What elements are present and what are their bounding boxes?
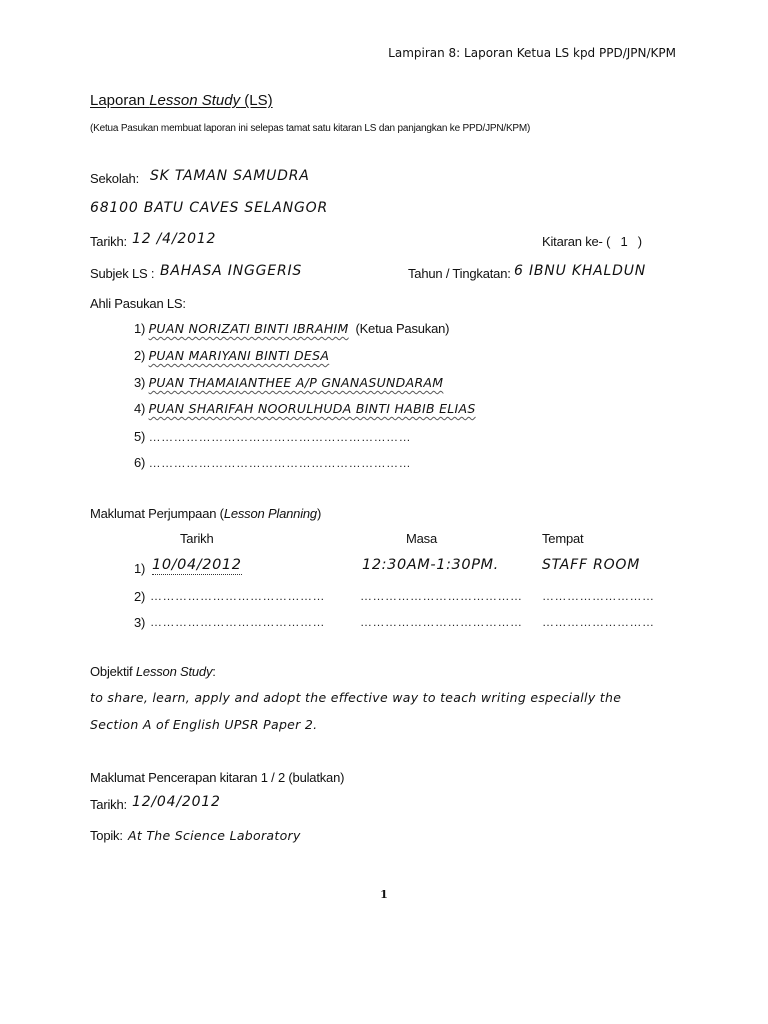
member-number: 3) [134, 375, 146, 390]
subject-value: BAHASA INGGERIS [160, 263, 303, 279]
member-name: PUAN SHARIFAH NOORULHUDA BINTI HABIB ELIAS [148, 401, 476, 416]
title-suffix: (LS) [240, 92, 273, 109]
member-name: PUAN THAMAIANTHEE A/P GNANASUNDARAM [148, 375, 444, 390]
topic-value: At The Science Laboratory [128, 828, 301, 843]
meeting-time-blank: ………………………………… [360, 615, 523, 629]
cycle-value: 1 [620, 234, 628, 249]
member-name: PUAN NORIZATI BINTI IBRAHIM [148, 321, 349, 336]
member-item [134, 455, 411, 470]
objective-line-1: to share, learn, apply and adopt the effective way to teach writing especially the [90, 690, 622, 705]
school-address: 68100 BATU CAVES SELANGOR [90, 200, 328, 216]
objective-line-2: Section A of English UPSR Paper 2. [90, 717, 318, 732]
member-note: (Ketua Pasukan) [355, 321, 450, 336]
member-item [134, 321, 449, 336]
cycle-close: ) [637, 234, 642, 249]
member-blank: ……………………………………………………… [148, 456, 412, 470]
school-value: SK TAMAN SAMUDRA [150, 168, 310, 184]
member-number: 5) [134, 429, 146, 444]
member-number: 1) [134, 321, 146, 336]
meeting-date-value: 10/04/2012 [152, 557, 242, 573]
observation-date-value: 12/04/2012 [132, 794, 221, 810]
meeting-label [90, 506, 321, 521]
member-item [134, 375, 443, 390]
member-name: PUAN MARIYANI BINTI DESA [148, 348, 330, 363]
member-number: 2) [134, 348, 146, 363]
meeting-label-italic: Lesson Planning [223, 506, 317, 521]
member-number: 6) [134, 455, 146, 470]
column-header-time: Masa [406, 531, 437, 546]
observation-date-label: Tarikh: [90, 797, 127, 812]
title-italic: Lesson Study [149, 92, 241, 109]
observation-label: Maklumat Pencerapan kitaran 1 / 2 (bulatkan) [90, 770, 345, 785]
objective-label-prefix: Objektif [90, 664, 136, 679]
meeting-label-prefix: Maklumat Perjumpaan ( [90, 506, 224, 521]
member-item [134, 401, 476, 416]
date-value: 12 /4/2012 [132, 231, 217, 247]
meeting-place-blank: ……………………… [542, 589, 655, 603]
member-item [134, 348, 329, 363]
cycle-label-text: Kitaran ke- ( [542, 234, 611, 249]
objective-label-suffix: : [212, 664, 216, 679]
meeting-time-blank: ………………………………… [360, 589, 523, 603]
objective-label-italic: Lesson Study [135, 664, 213, 679]
member-item [134, 429, 411, 444]
meeting-row-number: 2) [134, 589, 146, 604]
meeting-row-number: 1) [134, 561, 146, 576]
page-number: 1 [380, 888, 388, 901]
grade-value: 6 IBNU KHALDUN [514, 263, 647, 279]
member-blank: ……………………………………………………… [148, 430, 412, 444]
subject-label: Subjek LS : [90, 266, 155, 281]
meeting-row-number: 3) [134, 615, 146, 630]
topic-label: Topik: [90, 828, 123, 843]
meeting-time-value: 12:30AM-1:30PM. [362, 557, 499, 573]
column-header-place: Tempat [542, 531, 584, 546]
instruction-note: (Ketua Pasukan membuat laporan ini selepas tamat satu kitaran LS dan panjangkan ke PPD/JPN/KPM) [90, 123, 531, 134]
meeting-place-value: STAFF ROOM [542, 557, 641, 573]
column-header-date: Tarikh [180, 531, 214, 546]
attachment-header: Lampiran 8: Laporan Ketua LS kpd PPD/JPN/KPM [388, 46, 676, 60]
page-title [90, 92, 273, 109]
grade-label: Tahun / Tingkatan: [408, 266, 511, 281]
meeting-date-blank: …………………………………… [150, 615, 325, 629]
cycle-label [542, 234, 642, 249]
school-label: Sekolah: [90, 171, 139, 186]
date-label: Tarikh: [90, 234, 127, 249]
title-prefix: Laporan [90, 92, 150, 109]
meeting-place-blank: ……………………… [542, 615, 655, 629]
meeting-label-suffix: ) [316, 506, 322, 521]
meeting-date-blank: …………………………………… [150, 589, 325, 603]
members-label: Ahli Pasukan LS: [90, 296, 186, 311]
member-number: 4) [134, 401, 146, 416]
objective-label [90, 664, 216, 679]
